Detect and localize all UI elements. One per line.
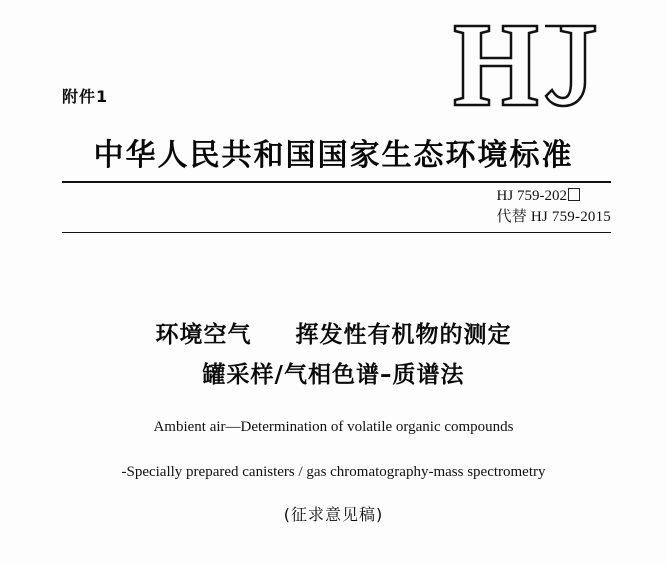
header-rule-bottom bbox=[62, 232, 611, 233]
english-title-line1: Ambient air—Determination of volatile organic compounds bbox=[153, 419, 514, 435]
attachment-label: 附件1 bbox=[62, 87, 109, 106]
header-rule-top bbox=[62, 181, 611, 183]
standard-number-placeholder-box bbox=[568, 188, 580, 201]
document-title-line1-part1: 环境空气 bbox=[155, 322, 252, 348]
document-title-line2: 罐采样/气相色谱–质谱法 bbox=[202, 362, 465, 388]
hj-logo-icon bbox=[445, 20, 605, 110]
standard-number: HJ 759-202 bbox=[496, 188, 567, 204]
draft-status-note: (征求意见稿) bbox=[283, 505, 384, 524]
document-title-line1-part2: 挥发性有机物的测定 bbox=[295, 322, 512, 348]
document-title bbox=[0, 315, 667, 395]
standard-replaces: 代替 HJ 759-2015 bbox=[496, 209, 611, 225]
english-title-line2: -Specially prepared canisters / gas chromatography-mass spectrometry bbox=[121, 464, 546, 480]
standard-number-block bbox=[497, 186, 611, 228]
page-title: 中华人民共和国国家生态环境标准 bbox=[93, 138, 574, 173]
